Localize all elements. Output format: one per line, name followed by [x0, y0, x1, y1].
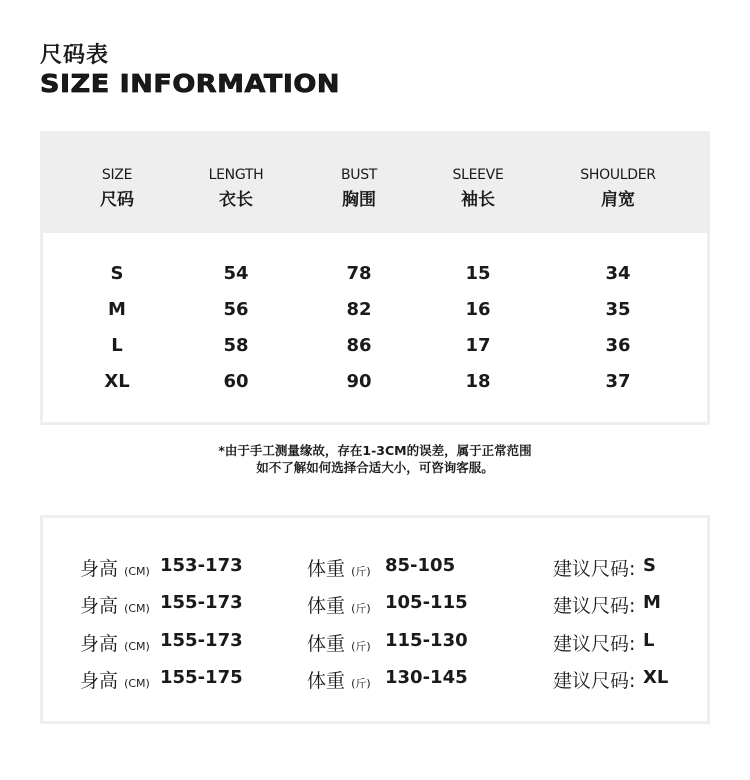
recommendation-row — [43, 591, 707, 621]
column-header-length-cn: 衣长 — [219, 190, 253, 210]
table-cell: L — [111, 335, 123, 356]
recommended-size: L — [643, 630, 655, 651]
table-cell: 36 — [605, 335, 631, 356]
recommended-size-label: 建议尺码: — [553, 558, 636, 580]
column-header-bust-en: BUST — [340, 167, 378, 183]
weight-label: 体重 (斤) — [307, 558, 371, 580]
size-table-header — [43, 134, 707, 233]
height-range: 155-173 — [160, 592, 243, 613]
recommended-size: XL — [643, 667, 669, 688]
column-header-length-en: LENGTH — [208, 167, 264, 183]
table-cell: 15 — [465, 263, 491, 284]
page-title-cn: 尺码表 — [40, 43, 110, 68]
table-cell: 90 — [346, 371, 372, 392]
recommendation-row — [43, 554, 707, 584]
table-cell: 86 — [346, 335, 372, 356]
table-cell: 18 — [465, 371, 491, 392]
column-header-shoulder-cn: 肩宽 — [601, 190, 635, 210]
height-range: 155-175 — [160, 667, 243, 688]
customer-service-note: 如不了解如何选择合适大小，可咨询客服。 — [256, 460, 494, 475]
recommended-size: S — [643, 555, 656, 576]
weight-label: 体重 (斤) — [307, 633, 371, 655]
recommended-size: M — [643, 592, 661, 613]
table-cell: 82 — [346, 299, 372, 320]
recommendation-row — [43, 629, 707, 659]
table-cell: M — [108, 299, 126, 320]
table-cell: 17 — [465, 335, 491, 356]
table-cell: 37 — [605, 371, 631, 392]
table-cell: 56 — [223, 299, 249, 320]
size-recommendation-table — [40, 515, 710, 724]
table-cell: 34 — [605, 263, 631, 284]
height-range: 153-173 — [160, 555, 243, 576]
table-cell: S — [110, 263, 124, 284]
height-label: 身高 (CM) — [80, 558, 150, 580]
weight-range: 115-130 — [385, 630, 468, 651]
measurement-note: *由于手工测量缘故，存在1-3CM的误差，属于正常范围 — [218, 443, 532, 458]
weight-range: 130-145 — [385, 667, 468, 688]
height-range: 155-173 — [160, 630, 243, 651]
weight-label: 体重 (斤) — [307, 670, 371, 692]
recommended-size-label: 建议尺码: — [553, 595, 636, 617]
page-title-en: SIZE INFORMATION — [40, 69, 341, 98]
height-label: 身高 (CM) — [80, 670, 150, 692]
column-header-size-cn: 尺码 — [100, 190, 134, 210]
size-table — [40, 131, 710, 425]
weight-range: 85-105 — [385, 555, 456, 576]
column-header-sleeve-en: SLEEVE — [452, 167, 504, 183]
weight-range: 105-115 — [385, 592, 468, 613]
column-header-sleeve-cn: 袖长 — [461, 190, 495, 210]
column-header-shoulder-en: SHOULDER — [580, 167, 656, 183]
column-header-bust-cn: 胸围 — [342, 190, 376, 210]
weight-label: 体重 (斤) — [307, 595, 371, 617]
table-cell: 58 — [223, 335, 249, 356]
table-cell: 16 — [465, 299, 491, 320]
recommended-size-label: 建议尺码: — [553, 633, 636, 655]
table-cell: 60 — [223, 371, 249, 392]
recommendation-row — [43, 666, 707, 696]
recommended-size-label: 建议尺码: — [553, 670, 636, 692]
table-cell: 78 — [346, 263, 372, 284]
table-cell: 54 — [223, 263, 249, 284]
column-header-size-en: SIZE — [101, 167, 133, 183]
height-label: 身高 (CM) — [80, 595, 150, 617]
height-label: 身高 (CM) — [80, 633, 150, 655]
table-cell: XL — [104, 371, 130, 392]
table-cell: 35 — [605, 299, 631, 320]
